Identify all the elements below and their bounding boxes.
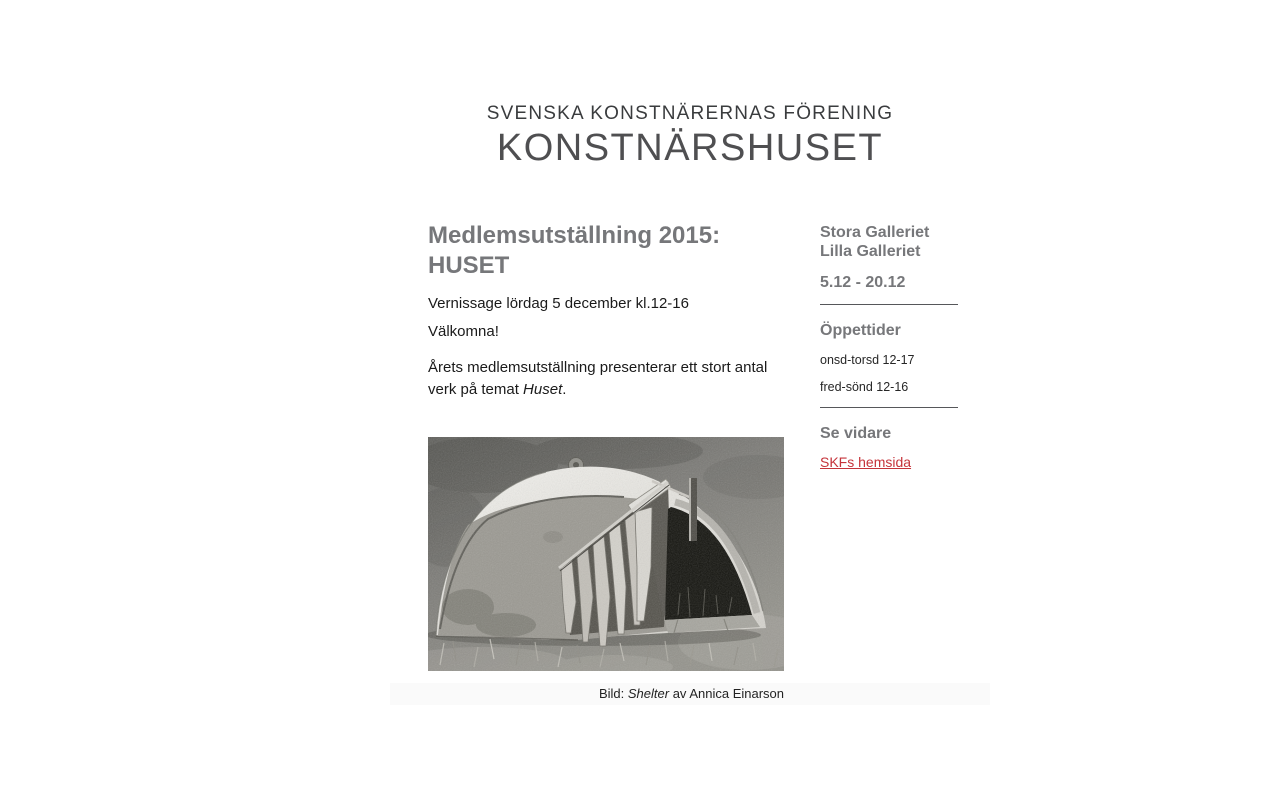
opening-hours-heading: Öppettider [820,322,901,339]
sidebar [820,221,958,671]
exhibition-dates: 5.12 - 20.12 [820,274,906,291]
gallery-name-1: Stora Galleriet [820,224,930,241]
divider [820,304,958,305]
opening-hours-line2: fred-sönd 12-16 [820,380,909,394]
vernissage-line: Vernissage lördag 5 december kl.12-16 [428,295,689,312]
skf-homepage-link[interactable]: SKFs hemsida [820,454,912,470]
body-text-period: . [562,381,567,398]
caption-artist: av Annica Einarson [669,686,784,701]
exhibition-photo [428,437,784,671]
gallery-name-2: Lilla Galleriet [820,243,921,260]
body-text: Årets medlemsutställning presenterar ett stort antal verk på temat [428,359,768,398]
caption-prefix: Bild: [598,686,628,701]
logo-org-line: SVENSKA KONSTNÄRERNAS FÖRENING [486,103,894,124]
see-more-heading: Se vidare [820,425,892,442]
opening-hours-line1: onsd-torsd 12-17 [820,353,915,367]
caption-band [390,683,990,705]
body-paragraph [428,357,796,401]
photo-caption [390,683,784,705]
body-text-theme: Huset [523,381,563,398]
exhibition-title [428,221,784,281]
divider [820,407,958,408]
caption-artwork-title: Shelter [627,686,670,701]
logo [390,102,990,169]
exhibition-title-line2: HUSET [428,252,510,279]
gallery-names [820,223,958,261]
email-container [390,0,990,705]
exhibition-title-line1: Medlemsutställning 2015: [428,222,721,249]
content-row [390,221,990,671]
logo-site-line: KONSTNÄRSHUSET [496,127,884,169]
article-column [428,221,784,671]
welcome-line: Välkomna! [428,323,499,340]
